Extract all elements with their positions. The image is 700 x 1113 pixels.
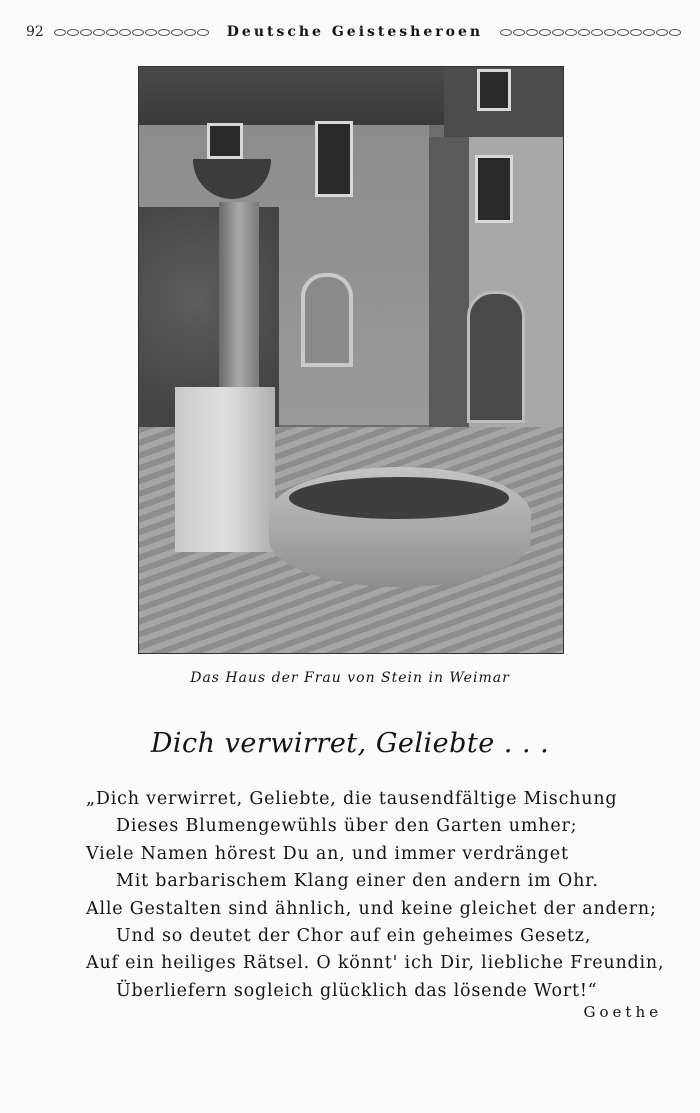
poem-line: „Dich verwirret, Geliebte, die tausendfältige Mischung — [86, 789, 618, 809]
poem-line: Viele Namen hörest Du an, und immer verdränget — [86, 843, 569, 864]
poem-line: Auf ein heiliges Rätsel. O könnt' ich Dir, liebliche Freundin, — [86, 953, 665, 974]
figure-caption: Das Haus der Frau von Stein in Weimar — [190, 670, 510, 686]
poem-line: Alle Gestalten sind ähnlich, und keine gleichet der andern; — [86, 898, 657, 919]
page-number: 92 — [26, 24, 44, 40]
poem-line: Mit barbarischem Klang einer den andern im Ohr. — [116, 871, 599, 892]
ornament-left-icon — [54, 29, 210, 36]
running-title: Deutsche Geistesheroen — [226, 24, 484, 40]
photograph-fountain-house — [138, 66, 564, 654]
ornament-right-icon — [500, 29, 682, 36]
running-header — [26, 20, 682, 44]
poem-line: Und so deutet der Chor auf ein geheimes Gesetz, — [116, 926, 592, 947]
poem-author: Goethe — [583, 1003, 662, 1021]
poem-line: Überliefern sogleich glücklich das lösende Wort!“ — [116, 980, 598, 1001]
poem-title: Dich verwirret, Geliebte . . . — [150, 728, 550, 759]
poem-body — [86, 786, 666, 1005]
poem-line: Dieses Blumengewühls über den Garten umher; — [116, 816, 578, 837]
